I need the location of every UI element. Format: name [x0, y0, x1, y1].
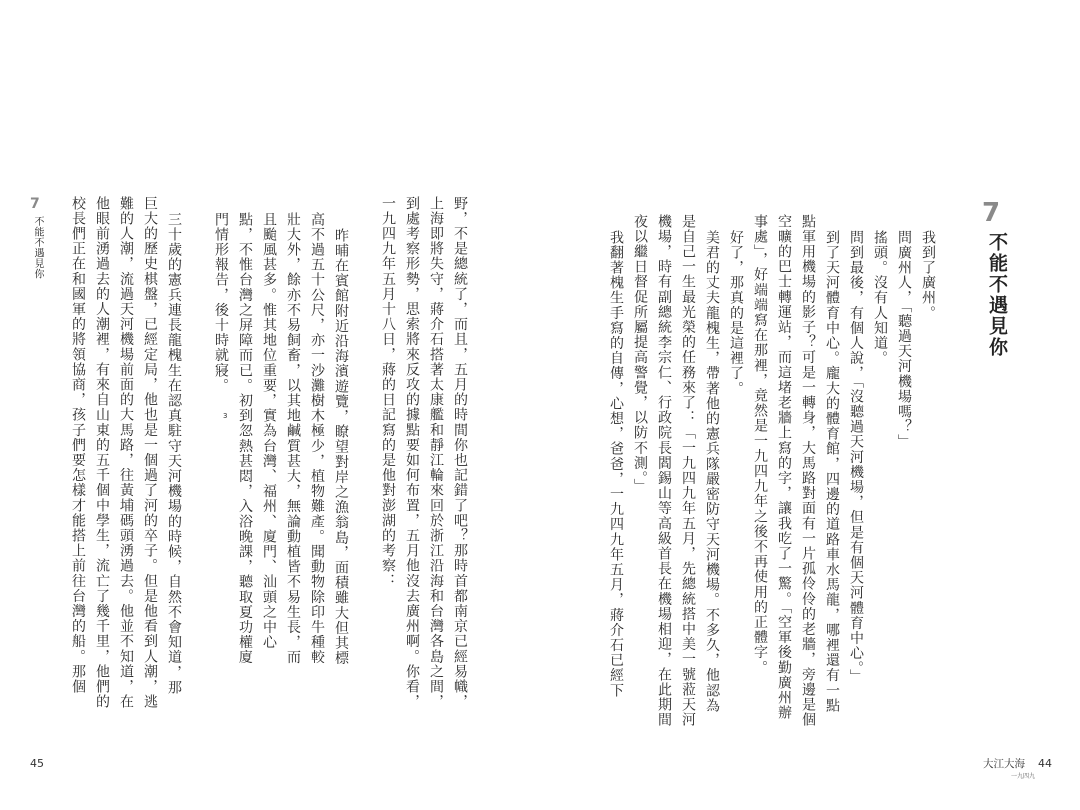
- text-line: 一九四九年五月十八日，蔣的日記寫的是他對澎湖的考察：: [380, 196, 396, 589]
- text-line: 野，不是總統了，而且，五月的時間你也記錯了吧？那時首都南京已經易幟，: [452, 196, 468, 710]
- text-line: 是自己一生最光榮的任務來了：「一九四九年五月，先總統搭中美一號蒞天河: [680, 214, 696, 728]
- quote-line: 昨晡在賓館附近沿海濱遊覽，瞭望對岸之漁翁島，面積雖大但其標: [333, 228, 349, 666]
- book-subtitle: 一九四九: [1011, 773, 1036, 780]
- text-line: 他眼前湧過去的人潮裡，有來自山東的五千個中學生，流亡了幾千里，他們的: [94, 196, 110, 710]
- quote-line: 且颱風甚多。惟其地位重要，實為台灣、福州、廈門、汕頭之中心: [261, 212, 277, 650]
- text-line: 問到最後，有個人說，「沒聽過天河機場，但是有個天河體育中心。」: [848, 230, 864, 685]
- quote-line: 高不過五十公尺，亦一沙灘樹木極少，植物難產。聞動物除印牛種較: [309, 212, 325, 665]
- quote-line: 門情形報告，後十時就寢。: [213, 212, 229, 394]
- chapter-title-running: 不能不遇見你: [32, 216, 43, 279]
- text-line: 我到了廣州。: [920, 230, 936, 321]
- text-line: 夜以繼日督促所屬提高警覺，以防不測。」: [632, 214, 648, 494]
- chapter-title: 不能不遇見你: [986, 232, 1008, 358]
- text-line: 巨大的歷史棋盤，已經定局，他也是一個過了河的卒子。但是他看到人潮，逃: [142, 196, 158, 710]
- quote-line: 壯大外，餘亦不易飼畜，以其地鹹質甚大，無論動植皆不易生長，而: [285, 212, 301, 665]
- text-line: 空曠的巴士轉運站，而這堵老牆上寫的字，讓我吃了一驚。「空軍後勤廣州辦: [776, 214, 792, 721]
- text-line: 難的人潮，流過天河機場前面的大馬路，往黃埔碼頭湧過去。他並不知道，在: [118, 196, 134, 710]
- text-line: 點軍用機場的影子？可是一轉身，大馬路對面有一片孤伶伶的老牆，旁邊是個: [800, 214, 816, 728]
- quote-line: 點，不惟台灣之屏障而已。初到忽熱甚悶，入浴晚課，聽取夏功權廈: [237, 212, 253, 665]
- text-line: 到了天河體育中心。龐大的體育館，四邊的道路車水馬龍，哪裡還有一點: [824, 230, 840, 714]
- book-title: 大江大海: [983, 758, 1025, 770]
- text-line: 我翻著槐生手寫的自傳，心想，爸爸，一九四九年五月，蔣介石已經下: [608, 230, 624, 699]
- text-line: 美君的丈夫龍槐生，帶著他的憲兵隊嚴密防守天河機場。不多久，他認為: [704, 230, 720, 714]
- text-line: 上海即將失守，蔣介石搭著太康艦和靜江輪來回於浙江沿海和台灣各島之間，: [428, 196, 444, 710]
- text-line: 機場，時有副總統李宗仁、行政院長閻錫山等高級首長在機場相迎，在此期間: [656, 214, 672, 728]
- text-line: 三十歲的憲兵連長龍槐生在認真駐守天河機場的時候，自然不會知道，那: [166, 212, 182, 696]
- page-number: 44: [1038, 757, 1052, 770]
- text-line: 到處考察形勢，思索將來反攻的據點要如何布置，五月他沒去廣州啊。你看，: [404, 196, 420, 710]
- text-line: 事處」，好端端寫在那裡，竟然是一九四九年之後不再使用的正體字。: [752, 214, 768, 676]
- page-number: 45: [30, 757, 44, 770]
- text-line: 搖頭。沒有人知道。: [872, 230, 888, 366]
- text-line: 好了，那真的是這裡了。: [728, 230, 744, 397]
- chapter-number: 7: [982, 198, 1001, 228]
- chapter-number-running: 7: [30, 196, 40, 212]
- text-line: 校長們正在和國軍的將領協商，孩子們要怎樣才能搭上前往台灣的船。那個: [70, 196, 86, 695]
- footnote-marker: 3: [223, 412, 228, 420]
- text-line: 問廣州人，「聽過天河機場嗎？」: [896, 230, 912, 450]
